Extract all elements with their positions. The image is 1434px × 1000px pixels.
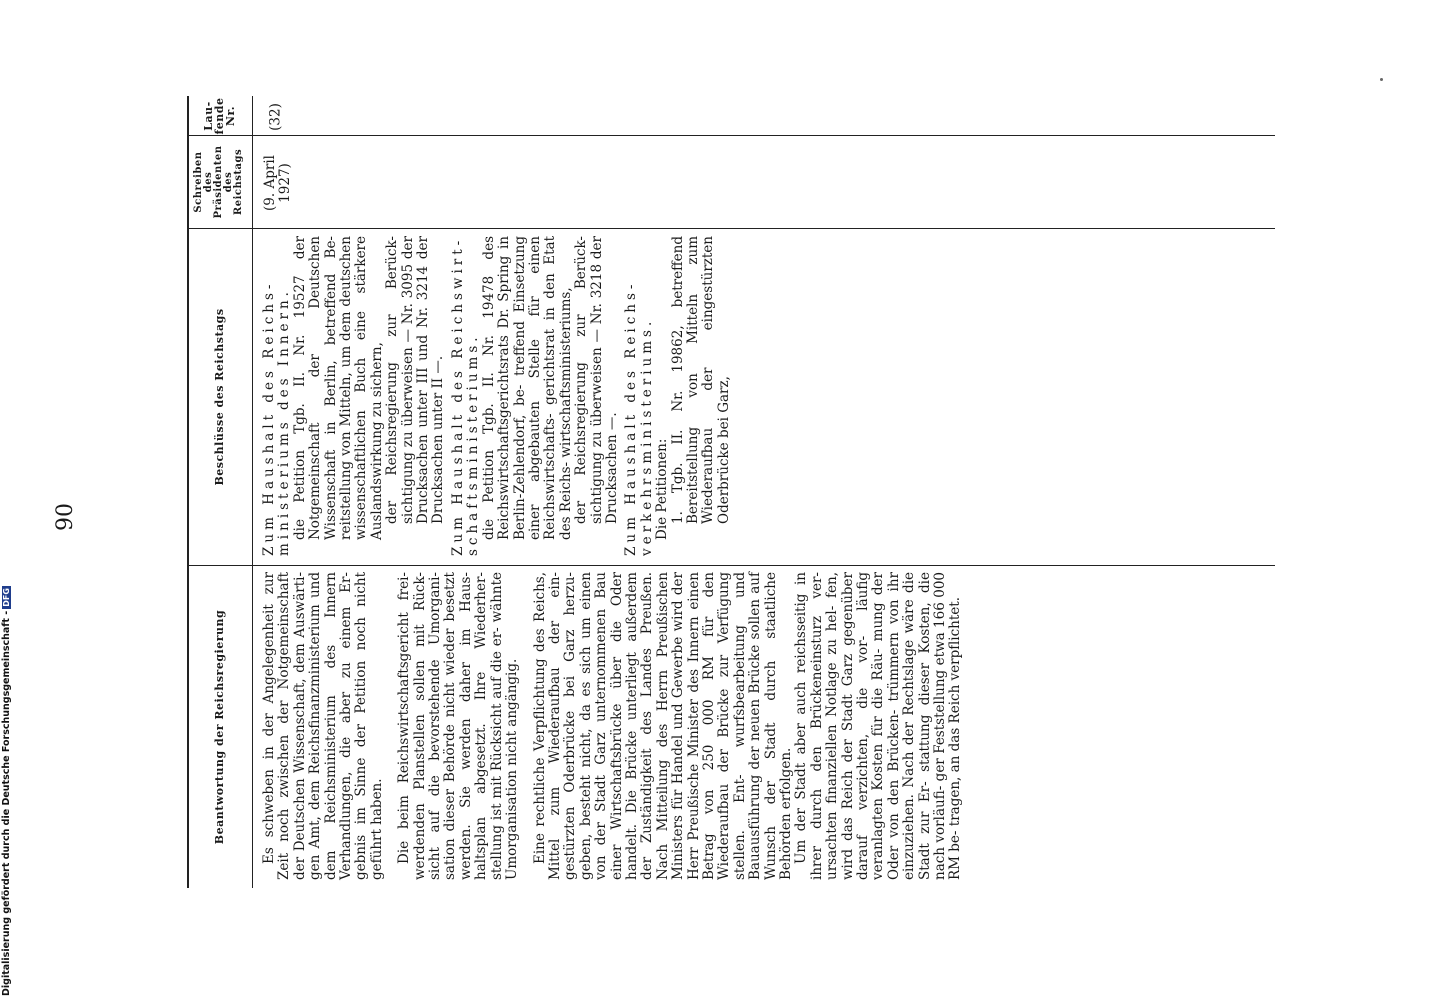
dfg-logo: DFG (2, 588, 11, 607)
header-beschluesse: Beschlüsse des Reichstags (212, 308, 226, 486)
header-rule (252, 96, 253, 888)
header-lfd-nr: Lau- fende Nr. (201, 97, 237, 135)
beantwortung-column (256, 568, 1274, 886)
footer-credit (1, 586, 12, 996)
sec2-body: die Petition Tgb. II. Nr. 19478 des Reichswirtschaftsgerichtsrats Dr. Spring in Berlin-Zehlendorf, be- treffend Einsetzung einer abgebauten Stelle für einen Reichswirtschafts- gerichtsrat in den Etat des Reichs- wirtschaftsministeriums, (480, 236, 574, 540)
entry-number: (32) (267, 103, 284, 131)
col-rule-1 (187, 135, 1275, 136)
sec3-heading: Zum Haushalt des Reichs- verkehrsministeriums. (623, 280, 655, 556)
page-number: 90 (53, 503, 78, 531)
col-rule-2 (187, 228, 1275, 229)
sec3-item: 1. Tgb. II. Nr. 19862, betreffend Bereitstellung von Mitteln zum Wiederaufbau der eingestürzten Oderbrücke bei Garz, (669, 236, 732, 524)
header-schreiben: Schreiben des Präsidenten des Reichstags (193, 145, 244, 219)
answer-para-1: Es schweben in der Angelegenheit zur Zeit noch zwischen der Notgemeinschaft der Deutschen Wissenschaft, dem Auswärti- gen Amt, dem Reichsfinanzministerium und dem Reichsministerium des Innern Verhandlungen, die aber zu einem Er- gebnis im Sinne der Petition noch nicht geführt haben. (261, 572, 385, 880)
sec3-intro: Die Petitionen: (654, 438, 671, 540)
beschluesse-column (256, 232, 1274, 562)
answer-para-3: Eine rechtliche Verpflichtung des Reichs, Mittel zum Wiederaufbau der ein- gestürzten Oderbrücke bei Garz herzu- geben, besteht nicht, da es sich um einen von der Stadt Garz unternommenen Bau einer Wirtschaftsbrücke über die Oder handelt. Die Brücke unterliegt außerdem der Zuständigkeit des Landes Preußen. Nach Mitteilung des Herrn Preußischen Ministers für Handel und Gewerbe wird der Herr Preußische Minister des Innern einen Betrag von 250 000 RM für den Wiederaufbau der Brücke zur Verfügung stellen. Ent- wurfsbearbeitung und Bauausführung der neuen Brücke sollen auf Wunsch der Stadt durch staatliche Behörden erfolgen. (531, 572, 794, 880)
answer-para-4: Um der Stadt aber auch reichsseitig in ihrer durch den Brückeneinsturz ver- ursachten finanziellen Notlage zu hel- fen, wird das Reich der Stadt Garz gegenüber darauf verzichten, die vor- läufig veranlagten Kosten für die Räu- mung der Oder von den Brücken- trümmern von ihr einzuziehen. Nach der Rechtslage wäre die Stadt zur Er- stattung dieser Kosten, die nach vorläufi- ger Feststellung etwa 166 000 RM be- tragen, an das Reich verpflichtet. (793, 572, 964, 880)
sec1-heading: Zum Haushalt des Reichs- ministeriums des Innern. (261, 280, 293, 556)
scan-speck (1380, 78, 1383, 81)
col-rule-3 (187, 565, 1275, 566)
header-beantwortung: Beantwortung der Reichsregierung (212, 609, 226, 845)
sec2-tail: der Reichsregierung zur Berück- sichtigung zu überweisen — Nr. 3218 der Drucksachen —. (573, 236, 620, 524)
entry-date: (9. April 1927) (262, 155, 294, 211)
sec1-body: die Petition Tgb. II. Nr. 19527 der Notgemeinschaft der Deutschen Wissenschaft in Berlin, betreffend Be- reitstellung von Mitteln, um dem deutschen wissenschaftlichen Buch eine stärkere Auslandswirkung zu sichern, (291, 236, 385, 540)
footer-text: Digitalisierung gefördert durch die Deutsche Forschungsgemeinschaft - (1, 610, 12, 996)
sec2-heading: Zum Haushalt des Reichswirt- schaftsministeriums. (449, 236, 482, 556)
answer-para-2: Die beim Reichswirtschaftsgericht frei- werdenden Planstellen sollen mit Rück- sicht auf die bevorstehende Umorgani- sation dieser Behörde nicht wieder besetzt werden. Sie werden daher im Haus- haltsplan abgesetzt. Ihre Wiederher- stellung ist mit Rücksicht auf die er- wähnte Umorganisation nicht angängig. (396, 572, 521, 880)
sec1-tail: der Reichsregierung zur Berück- sichtigung zu überweisen — Nr. 3095 der Drucksachen unter III und Nr. 3214 der Drucksachen unter II —. (384, 236, 447, 524)
